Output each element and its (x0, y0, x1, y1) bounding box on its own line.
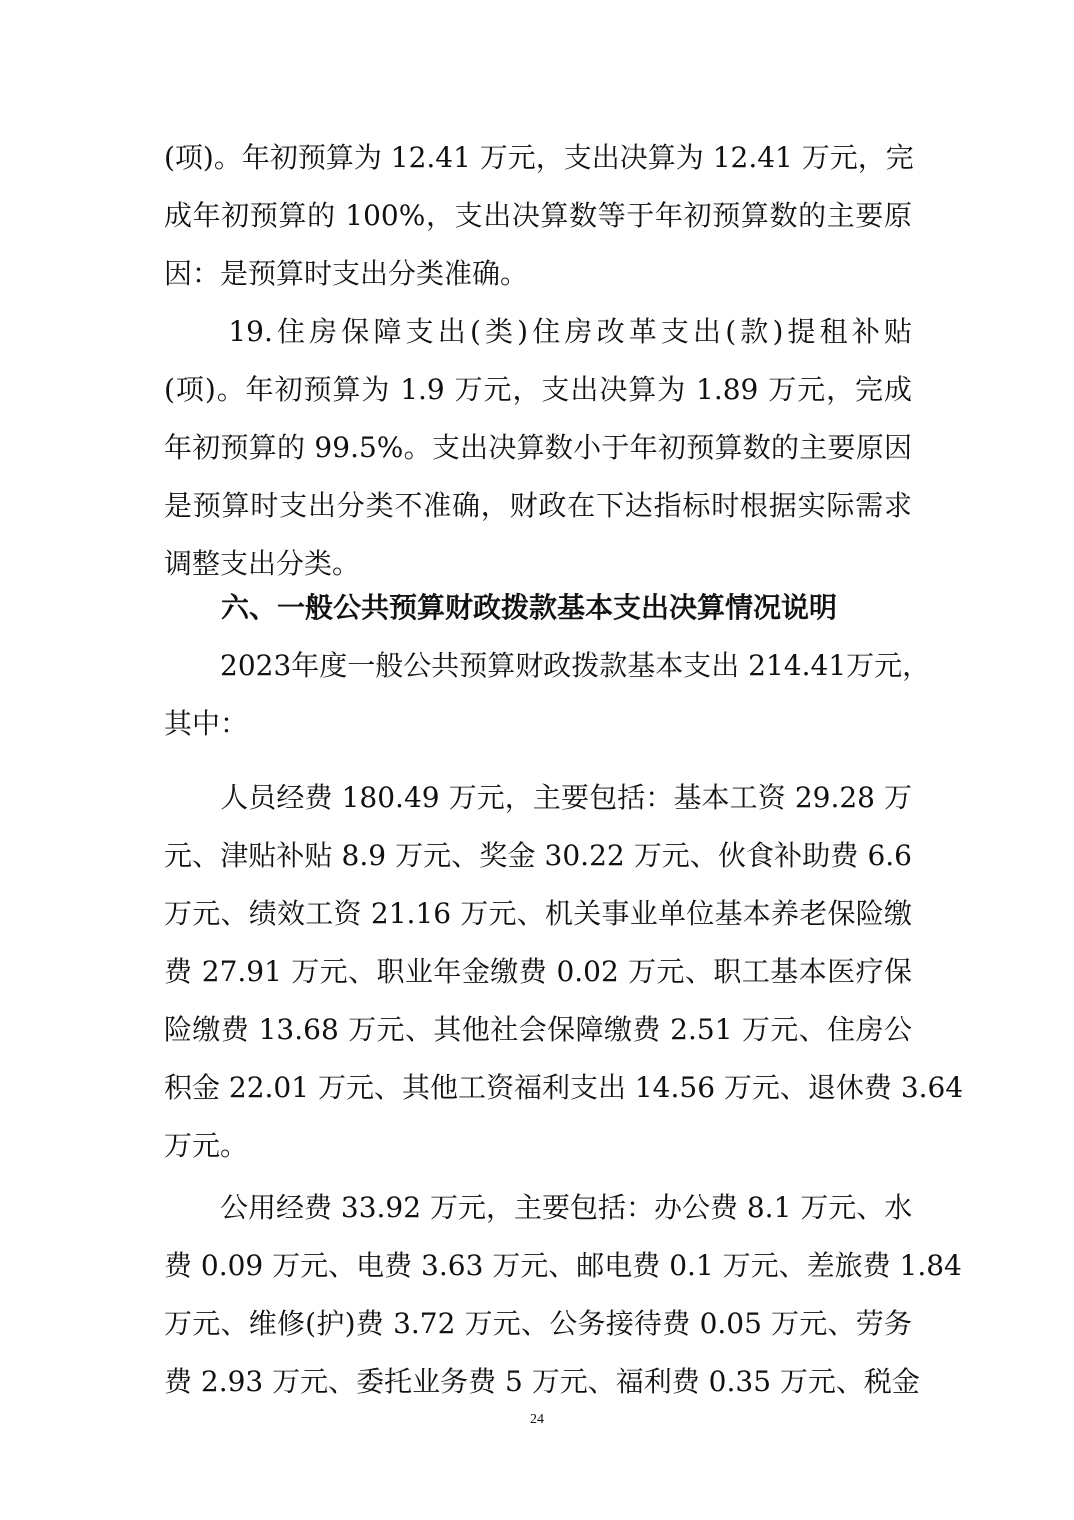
text-line: 年初预算的 99.5%。支出决算数小于年初预算数的主要原因 (164, 431, 912, 464)
text-line: 是预算时支出分类不准确，财政在下达指标时根据实际需求 (164, 489, 912, 522)
text-line: 费 27.91 万元、职业年金缴费 0.02 万元、职工基本医疗保 (164, 955, 912, 988)
text-line: 成年初预算的 100%，支出决算数等于年初预算数的主要原 (164, 199, 912, 232)
text-line: (项)。年初预算为 1.9 万元，支出决算为 1.89 万元，完成 (164, 373, 912, 406)
text-line: 公用经费 33.92 万元，主要包括：办公费 8.1 万元、水 (164, 1191, 913, 1224)
text-line: 万元、绩效工资 21.16 万元、机关事业单位基本养老保险缴 (164, 897, 912, 930)
text-line: 2023年度一般公共预算财政拨款基本支出 214.41万元， (164, 649, 931, 682)
text-line: 万元。 (164, 1129, 249, 1162)
text-line: 积金 22.01 万元、其他工资福利支出 14.56 万元、退休费 3.64 (164, 1071, 964, 1104)
text-line: (项)。年初预算为 12.41 万元，支出决算为 12.41 万元，完 (164, 141, 914, 174)
text-line: 调整支出分类。 (164, 547, 361, 580)
text-line: 人员经费 180.49 万元，主要包括：基本工资 29.28 万 (164, 781, 912, 814)
text-line: 险缴费 13.68 万元、其他社会保障缴费 2.51 万元、住房公 (164, 1013, 912, 1046)
text-line: 费 0.09 万元、电费 3.63 万元、邮电费 0.1 万元、差旅费 1.84 (164, 1249, 962, 1282)
text-line: 19.住房保障支出(类)住房改革支出(款)提租补贴 (164, 315, 912, 348)
text-line: 费 2.93 万元、委托业务费 5 万元、福利费 0.35 万元、税金 (164, 1365, 920, 1398)
text-line: 元、津贴补贴 8.9 万元、奖金 30.22 万元、伙食补助费 6.6 (164, 839, 912, 872)
text-line: 其中： (164, 707, 249, 740)
text-line: 因：是预算时支出分类准确。 (164, 257, 529, 290)
text-line: 万元、维修(护)费 3.72 万元、公务接待费 0.05 万元、劳务 (164, 1307, 912, 1340)
page-number: 24 (530, 1412, 544, 1427)
section-heading: 六、一般公共预算财政拨款基本支出决算情况说明 (221, 591, 838, 624)
